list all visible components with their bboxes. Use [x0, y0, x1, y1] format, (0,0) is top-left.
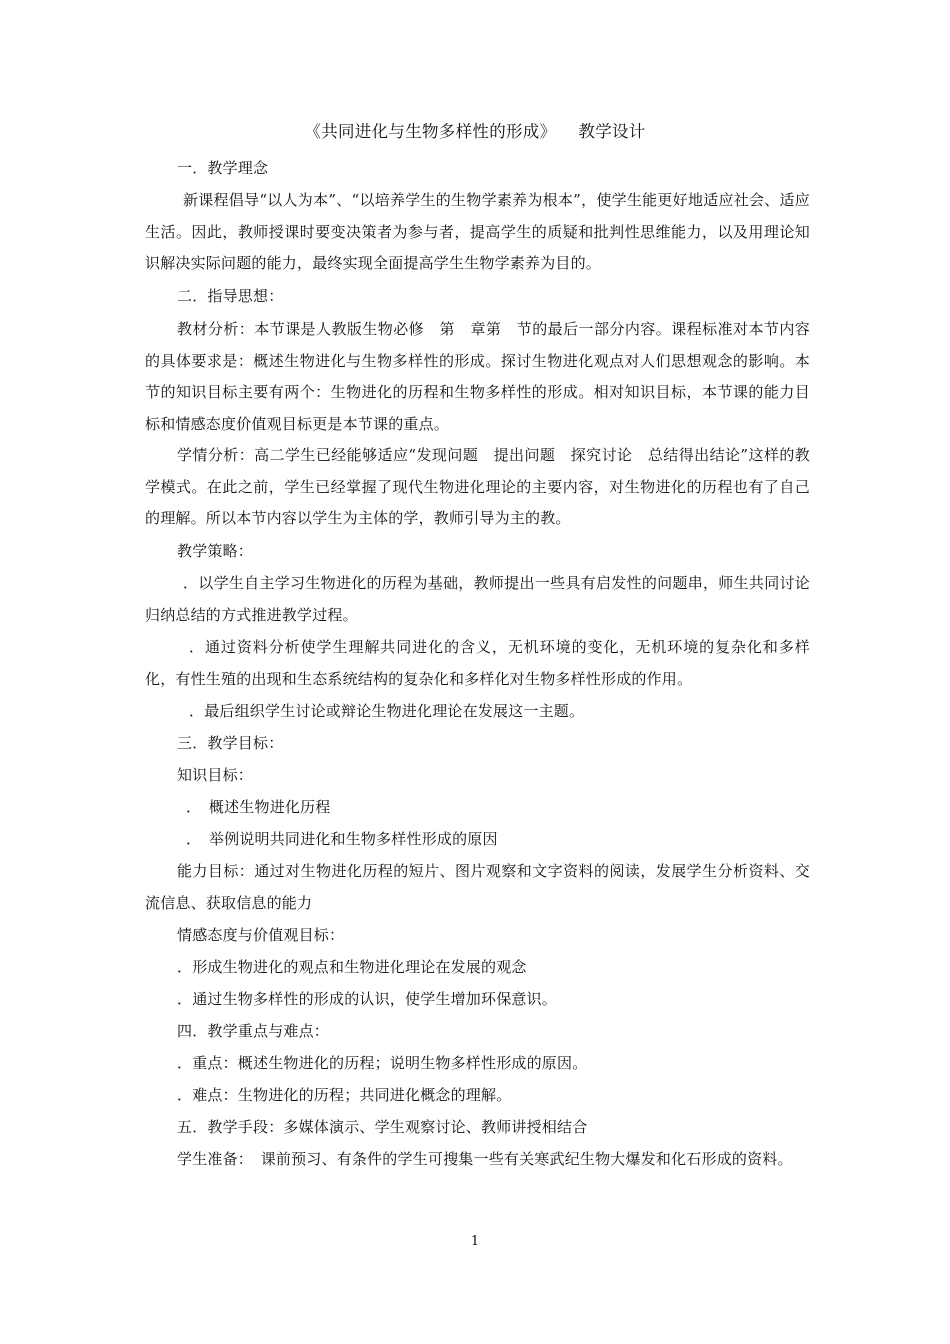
section-1-body: 新课程倡导“以人为本”、“以培养学生的生物学素养为根本”，使学生能更好地适应社会、适应生活。因此，教师授课时要变决策者为参与者，提高学生的质疑和批判性思维能力，以及用理论知识解决实际问题的能力，最终实现全面提高学生生物学素养为目的。: [145, 191, 810, 272]
ability-goal: 能力目标：通过对生物进化历程的短片、图片观察和文字资料的阅读，发展学生分析资料、交流信息、获取信息的能力: [145, 862, 810, 912]
strategy-label: 教学策略：: [177, 542, 254, 560]
section-1-heading: 一．教学理念: [177, 159, 269, 177]
difficult-point: ．难点：生物进化的历程；共同进化概念的理解。: [177, 1086, 512, 1104]
section-4-heading: 四．教学重点与难点：: [177, 1022, 330, 1040]
key-point: ．重点：概述生物进化的历程；说明生物多样性形成的原因。: [177, 1054, 588, 1072]
title-main: 《共同进化与生物多样性的形成》: [304, 122, 557, 141]
section-5-heading: 五．教学手段：多媒体演示、学生观察讨论、教师讲授相结合: [177, 1118, 588, 1136]
strategy-item-2: ．通过资料分析使学生理解共同进化的含义，无机环境的变化，无机环境的复杂化和多样化，有性生殖的出现和生态系统结构的复杂化和多样化对生物多样性形成的作用。: [145, 638, 810, 688]
material-analysis: 教材分析：本节课是人教版生物必修 第 章第 节的最后一部分内容。课程标准对本节内容的具体要求是：概述生物进化与生物多样性的形成。探讨生物进化观点对人们思想观念的影响。本节的知识目标主要有两个：生物进化的历程和生物多样性的形成。相对知识目标，本节课的能力目标和情感态度价值观目标更是本节课的重点。: [145, 320, 810, 433]
page-number: 1: [470, 1234, 480, 1249]
emotion-label: 情感态度与价值观目标：: [177, 926, 345, 944]
emotion-item-2: ．通过生物多样性的形成的认识，使学生增加环保意识。: [177, 990, 558, 1008]
strategy-item-1: ．以学生自主学习生物进化的历程为基础，教师提出一些具有启发性的问题串，师生共同讨论归纳总结的方式推进教学过程。: [145, 574, 810, 624]
section-3-heading: 三．教学目标：: [177, 734, 284, 752]
student-preparation: 学生准备： 课前预习、有条件的学生可搜集一些有关寒武纪生物大爆发和化石形成的资料。: [177, 1150, 793, 1168]
knowledge-label: 知识目标：: [177, 766, 254, 784]
knowledge-item-2: ． 举例说明共同进化和生物多样性形成的原因: [186, 830, 498, 848]
emotion-item-1: ．形成生物进化的观点和生物进化理论在发展的观念: [177, 958, 527, 976]
knowledge-item-1: ． 概述生物进化历程: [186, 798, 331, 816]
title-suffix: 教学设计: [578, 122, 646, 141]
student-analysis: 学情分析：高二学生已经能够适应“发现问题 提出问题 探究讨论 总结得出结论”这样的教学模式。在此之前，学生已经掌握了现代生物进化理论的主要内容，对生物进化的历程也有了自己的理解。所以本节内容以学生为主体的学，教师引导为主的教。: [145, 446, 810, 527]
document-title: [0, 118, 950, 142]
section-2-heading: 二．指导思想：: [177, 287, 284, 305]
strategy-item-3: ．最后组织学生讨论或辩论生物进化理论在发展这一主题。: [189, 702, 585, 720]
